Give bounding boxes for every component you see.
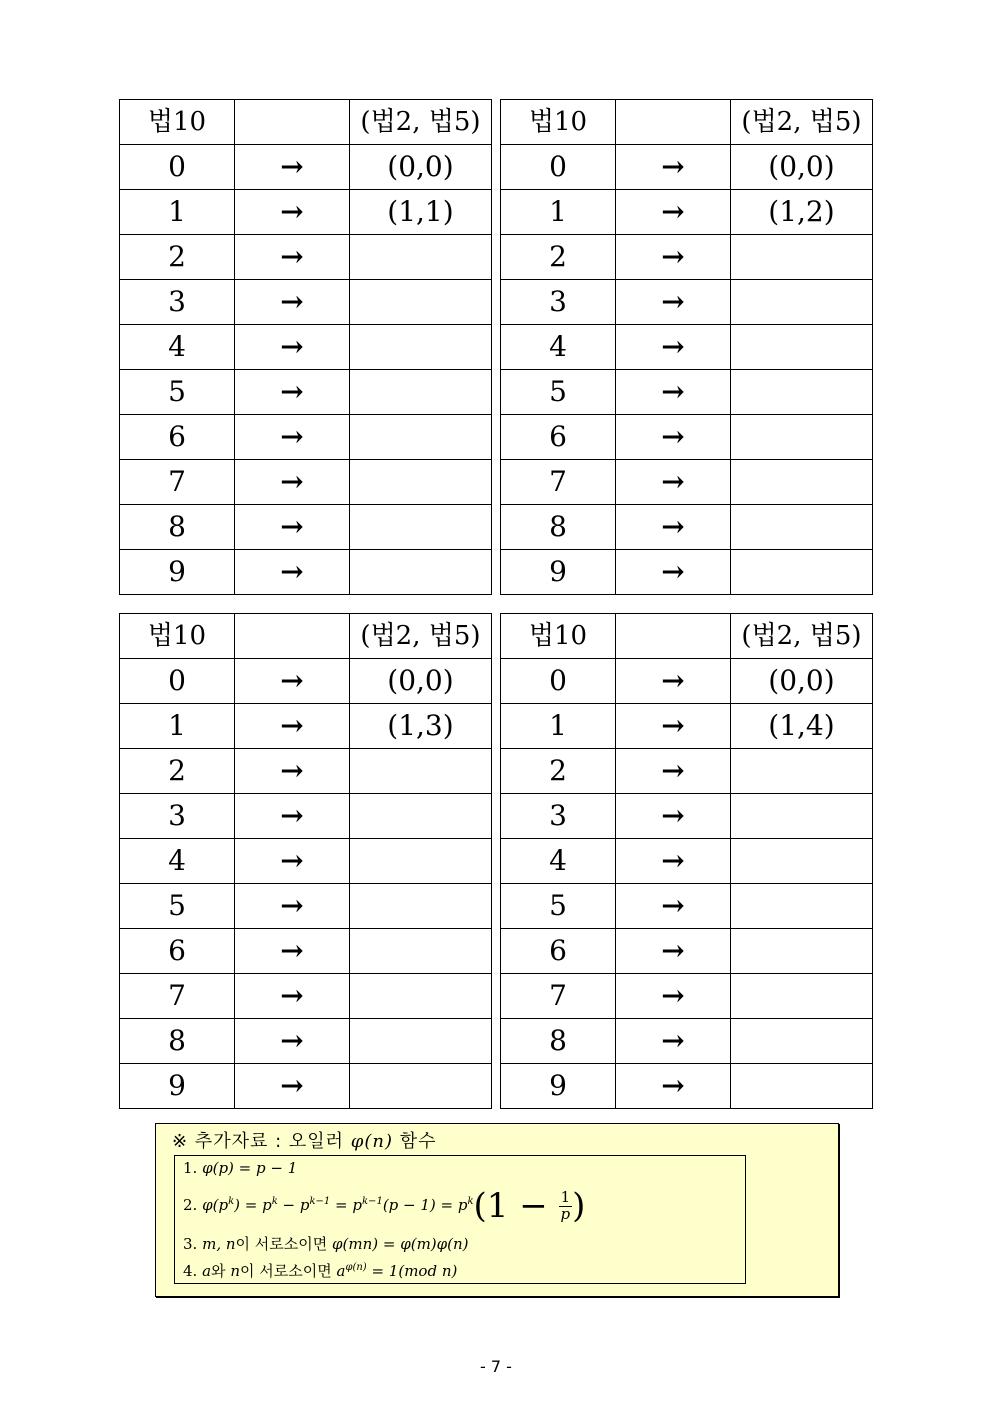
arrow-right-icon: → bbox=[616, 974, 731, 1019]
arrow-right-icon: → bbox=[616, 550, 731, 595]
residue-mod10: 3 bbox=[501, 794, 616, 839]
residue-mod10: 5 bbox=[501, 370, 616, 415]
table-row bbox=[501, 190, 873, 235]
table-row bbox=[120, 974, 492, 1019]
table-row bbox=[120, 505, 492, 550]
arrow-right-icon: → bbox=[616, 704, 731, 749]
arrow-right-icon: → bbox=[235, 1019, 350, 1064]
residue-pair[interactable] bbox=[350, 929, 492, 974]
residue-pair[interactable] bbox=[731, 280, 873, 325]
residue-pair[interactable]: (1,1) bbox=[350, 190, 492, 235]
supplement-title bbox=[172, 1127, 437, 1153]
residue-mod10: 0 bbox=[501, 659, 616, 704]
f2-mid4: (p − 1) = p bbox=[382, 1196, 468, 1214]
arrow-right-icon: → bbox=[235, 415, 350, 460]
table-row bbox=[120, 235, 492, 280]
header-mod2-mod5: (법2, 법5) bbox=[731, 614, 873, 659]
residue-pair[interactable] bbox=[350, 1064, 492, 1109]
arrow-right-icon: → bbox=[235, 884, 350, 929]
residue-mod10: 8 bbox=[501, 1019, 616, 1064]
arrow-right-icon: → bbox=[235, 974, 350, 1019]
arrow-right-icon: → bbox=[235, 370, 350, 415]
arrow-right-icon: → bbox=[235, 505, 350, 550]
residue-mod10: 1 bbox=[120, 190, 235, 235]
residue-mod10: 6 bbox=[120, 415, 235, 460]
arrow-right-icon: → bbox=[616, 145, 731, 190]
supplement-title-math: φ(n) bbox=[350, 1131, 394, 1152]
f4-rest: = 1(mod n) bbox=[366, 1262, 458, 1280]
residue-pair[interactable] bbox=[731, 794, 873, 839]
residue-mod10: 5 bbox=[501, 884, 616, 929]
f2-exp-k: k bbox=[228, 1196, 235, 1207]
f2-exp-km1: k−1 bbox=[309, 1196, 331, 1207]
residue-pair[interactable] bbox=[350, 460, 492, 505]
f2-lhs: φ(p bbox=[202, 1196, 229, 1214]
residue-pair[interactable]: (0,0) bbox=[350, 145, 492, 190]
table-row bbox=[501, 235, 873, 280]
f4-exp: φ(n) bbox=[345, 1262, 367, 1273]
table-row bbox=[501, 415, 873, 460]
mod-table-3 bbox=[119, 613, 492, 1109]
residue-pair[interactable] bbox=[350, 884, 492, 929]
arrow-right-icon: → bbox=[616, 370, 731, 415]
table-row bbox=[501, 884, 873, 929]
table-row bbox=[501, 749, 873, 794]
residue-pair[interactable] bbox=[350, 415, 492, 460]
arrow-right-icon: → bbox=[235, 659, 350, 704]
arrow-right-icon: → bbox=[616, 839, 731, 884]
residue-pair[interactable] bbox=[350, 280, 492, 325]
residue-mod10: 7 bbox=[501, 460, 616, 505]
residue-mod10: 5 bbox=[120, 370, 235, 415]
table-row bbox=[120, 929, 492, 974]
residue-pair[interactable]: (1,4) bbox=[731, 704, 873, 749]
residue-pair[interactable] bbox=[731, 325, 873, 370]
arrow-right-icon: → bbox=[616, 415, 731, 460]
residue-pair[interactable] bbox=[731, 749, 873, 794]
residue-pair[interactable] bbox=[731, 884, 873, 929]
header-row bbox=[501, 614, 873, 659]
table-row bbox=[120, 550, 492, 595]
table-row bbox=[501, 325, 873, 370]
header-mod10: 법10 bbox=[501, 614, 616, 659]
table-row bbox=[501, 794, 873, 839]
residue-pair[interactable] bbox=[731, 929, 873, 974]
f2-open: (1 − bbox=[473, 1186, 559, 1226]
table-row bbox=[120, 280, 492, 325]
residue-pair[interactable] bbox=[350, 794, 492, 839]
residue-pair[interactable] bbox=[731, 1064, 873, 1109]
f4-base: a bbox=[336, 1262, 346, 1280]
table-row bbox=[120, 370, 492, 415]
formula-2 bbox=[183, 1186, 585, 1226]
arrow-right-icon: → bbox=[235, 235, 350, 280]
table-row bbox=[501, 839, 873, 884]
page-number: - 7 - bbox=[480, 1357, 512, 1376]
table-row bbox=[120, 839, 492, 884]
formula-4-a: a bbox=[202, 1262, 212, 1280]
residue-mod10: 8 bbox=[120, 1019, 235, 1064]
table-row bbox=[120, 190, 492, 235]
mod-table-4 bbox=[500, 613, 873, 1109]
arrow-right-icon: → bbox=[235, 190, 350, 235]
arrow-right-icon: → bbox=[616, 794, 731, 839]
formula-3-text: 이 서로소이면 bbox=[235, 1235, 328, 1253]
supplement-title-suffix: 함수 bbox=[399, 1131, 437, 1152]
table-row bbox=[120, 704, 492, 749]
arrow-right-icon: → bbox=[235, 550, 350, 595]
residue-mod10: 4 bbox=[501, 325, 616, 370]
arrow-right-icon: → bbox=[616, 659, 731, 704]
header-blank bbox=[235, 100, 350, 145]
header-mod10: 법10 bbox=[120, 614, 235, 659]
residue-mod10: 8 bbox=[501, 505, 616, 550]
table-row bbox=[120, 460, 492, 505]
arrow-right-icon: → bbox=[616, 884, 731, 929]
header-row bbox=[120, 614, 492, 659]
residue-pair[interactable] bbox=[350, 1019, 492, 1064]
residue-pair[interactable] bbox=[731, 460, 873, 505]
residue-mod10: 6 bbox=[501, 929, 616, 974]
residue-mod10: 7 bbox=[120, 460, 235, 505]
residue-pair[interactable] bbox=[350, 235, 492, 280]
residue-mod10: 5 bbox=[120, 884, 235, 929]
table-row bbox=[501, 460, 873, 505]
residue-pair[interactable] bbox=[350, 550, 492, 595]
table-row bbox=[120, 659, 492, 704]
arrow-right-icon: → bbox=[616, 1064, 731, 1109]
header-blank bbox=[616, 614, 731, 659]
residue-mod10: 0 bbox=[120, 145, 235, 190]
table-row bbox=[120, 884, 492, 929]
arrow-right-icon: → bbox=[235, 749, 350, 794]
residue-pair[interactable] bbox=[731, 1019, 873, 1064]
f2-mid1: ) = p bbox=[234, 1196, 272, 1214]
header-row bbox=[501, 100, 873, 145]
residue-mod10: 8 bbox=[120, 505, 235, 550]
table-row bbox=[501, 704, 873, 749]
residue-pair[interactable] bbox=[350, 749, 492, 794]
residue-pair[interactable] bbox=[350, 974, 492, 1019]
table-row bbox=[501, 370, 873, 415]
formula-4 bbox=[183, 1260, 457, 1281]
table-row bbox=[120, 1019, 492, 1064]
residue-mod10: 2 bbox=[120, 749, 235, 794]
header-mod2-mod5: (법2, 법5) bbox=[350, 614, 492, 659]
table-row bbox=[120, 1064, 492, 1109]
f2-exp-k2: k bbox=[271, 1196, 278, 1207]
residue-pair[interactable] bbox=[731, 974, 873, 1019]
residue-mod10: 3 bbox=[501, 280, 616, 325]
residue-mod10: 6 bbox=[120, 929, 235, 974]
formula-3-vars: m, n bbox=[202, 1235, 236, 1253]
header-row bbox=[120, 100, 492, 145]
residue-pair[interactable]: (1,2) bbox=[731, 190, 873, 235]
residue-mod10: 9 bbox=[120, 550, 235, 595]
residue-mod10: 6 bbox=[501, 415, 616, 460]
header-blank bbox=[235, 614, 350, 659]
arrow-right-icon: → bbox=[616, 460, 731, 505]
header-mod2-mod5: (법2, 법5) bbox=[350, 100, 492, 145]
residue-mod10: 7 bbox=[501, 974, 616, 1019]
formula-3-expression: φ(mn) = φ(m)φ(n) bbox=[332, 1235, 469, 1253]
residue-pair[interactable] bbox=[731, 505, 873, 550]
mod-table-1 bbox=[119, 99, 492, 595]
f2-close: ) bbox=[572, 1186, 586, 1226]
arrow-right-icon: → bbox=[235, 460, 350, 505]
arrow-right-icon: → bbox=[616, 505, 731, 550]
f2-mid2: − p bbox=[277, 1196, 310, 1214]
residue-mod10: 1 bbox=[501, 704, 616, 749]
residue-pair[interactable] bbox=[350, 325, 492, 370]
table-row bbox=[501, 974, 873, 1019]
table-row bbox=[120, 325, 492, 370]
residue-mod10: 9 bbox=[120, 1064, 235, 1109]
table-row bbox=[501, 505, 873, 550]
table-row bbox=[501, 145, 873, 190]
arrow-right-icon: → bbox=[616, 749, 731, 794]
residue-mod10: 1 bbox=[120, 704, 235, 749]
f2-fraction bbox=[559, 1187, 573, 1223]
residue-pair[interactable] bbox=[350, 505, 492, 550]
f2-frac-num: 1 bbox=[559, 1190, 573, 1207]
arrow-right-icon: → bbox=[616, 1019, 731, 1064]
residue-mod10: 0 bbox=[120, 659, 235, 704]
header-mod10: 법10 bbox=[120, 100, 235, 145]
table-row bbox=[120, 145, 492, 190]
arrow-right-icon: → bbox=[616, 325, 731, 370]
table-row bbox=[501, 659, 873, 704]
supplement-box bbox=[155, 1123, 839, 1297]
formula-4-n: n bbox=[230, 1262, 240, 1280]
arrow-right-icon: → bbox=[235, 704, 350, 749]
formula-2-number: 2. bbox=[183, 1196, 198, 1214]
formula-3 bbox=[183, 1233, 469, 1254]
residue-pair[interactable] bbox=[731, 370, 873, 415]
residue-pair[interactable] bbox=[350, 370, 492, 415]
formula-3-number: 3. bbox=[183, 1235, 198, 1253]
residue-pair[interactable] bbox=[731, 550, 873, 595]
residue-mod10: 1 bbox=[501, 190, 616, 235]
f2-exp-km1-2: k−1 bbox=[362, 1196, 383, 1207]
formula-4-expression bbox=[337, 1262, 458, 1280]
supplement-title-prefix: ※ 추가자료 : 오일러 bbox=[172, 1131, 345, 1152]
header-mod2-mod5: (법2, 법5) bbox=[731, 100, 873, 145]
table-row bbox=[501, 1019, 873, 1064]
formula-1 bbox=[183, 1159, 297, 1177]
residue-mod10: 9 bbox=[501, 1064, 616, 1109]
formula-1-expression: φ(p) = p − 1 bbox=[202, 1159, 298, 1177]
arrow-right-icon: → bbox=[616, 280, 731, 325]
header-blank bbox=[616, 100, 731, 145]
f2-frac-den: p bbox=[560, 1204, 571, 1223]
residue-mod10: 4 bbox=[120, 325, 235, 370]
f2-exp-k3: k bbox=[467, 1196, 474, 1207]
residue-pair[interactable]: (0,0) bbox=[350, 659, 492, 704]
arrow-right-icon: → bbox=[235, 929, 350, 974]
formula-4-text: 이 서로소이면 bbox=[240, 1262, 332, 1280]
arrow-right-icon: → bbox=[616, 929, 731, 974]
arrow-right-icon: → bbox=[616, 235, 731, 280]
residue-mod10: 3 bbox=[120, 280, 235, 325]
table-row bbox=[120, 794, 492, 839]
arrow-right-icon: → bbox=[235, 1064, 350, 1109]
table-row bbox=[501, 550, 873, 595]
residue-mod10: 2 bbox=[501, 235, 616, 280]
residue-pair[interactable]: (0,0) bbox=[731, 145, 873, 190]
formula-4-wa: 와 bbox=[211, 1262, 226, 1280]
formula-2-expression bbox=[202, 1186, 586, 1226]
formula-1-number: 1. bbox=[183, 1159, 198, 1177]
residue-mod10: 2 bbox=[120, 235, 235, 280]
mod-table-2 bbox=[500, 99, 873, 595]
residue-mod10: 7 bbox=[120, 974, 235, 1019]
residue-pair[interactable]: (1,3) bbox=[350, 704, 492, 749]
arrow-right-icon: → bbox=[235, 794, 350, 839]
arrow-right-icon: → bbox=[235, 325, 350, 370]
residue-mod10: 4 bbox=[501, 839, 616, 884]
residue-mod10: 4 bbox=[120, 839, 235, 884]
residue-pair[interactable] bbox=[731, 839, 873, 884]
header-mod10: 법10 bbox=[501, 100, 616, 145]
residue-mod10: 0 bbox=[501, 145, 616, 190]
arrow-right-icon: → bbox=[235, 145, 350, 190]
residue-pair[interactable]: (0,0) bbox=[731, 659, 873, 704]
table-row bbox=[120, 415, 492, 460]
residue-mod10: 2 bbox=[501, 749, 616, 794]
residue-mod10: 9 bbox=[501, 550, 616, 595]
arrow-right-icon: → bbox=[235, 280, 350, 325]
table-row bbox=[501, 929, 873, 974]
table-row bbox=[501, 280, 873, 325]
table-row bbox=[120, 749, 492, 794]
table-row bbox=[501, 1064, 873, 1109]
residue-pair[interactable] bbox=[350, 839, 492, 884]
f2-mid3: = p bbox=[330, 1196, 362, 1214]
residue-pair[interactable] bbox=[731, 235, 873, 280]
residue-pair[interactable] bbox=[731, 415, 873, 460]
formula-box bbox=[174, 1155, 746, 1284]
formula-4-number: 4. bbox=[183, 1262, 198, 1280]
arrow-right-icon: → bbox=[235, 839, 350, 884]
arrow-right-icon: → bbox=[616, 190, 731, 235]
residue-mod10: 3 bbox=[120, 794, 235, 839]
